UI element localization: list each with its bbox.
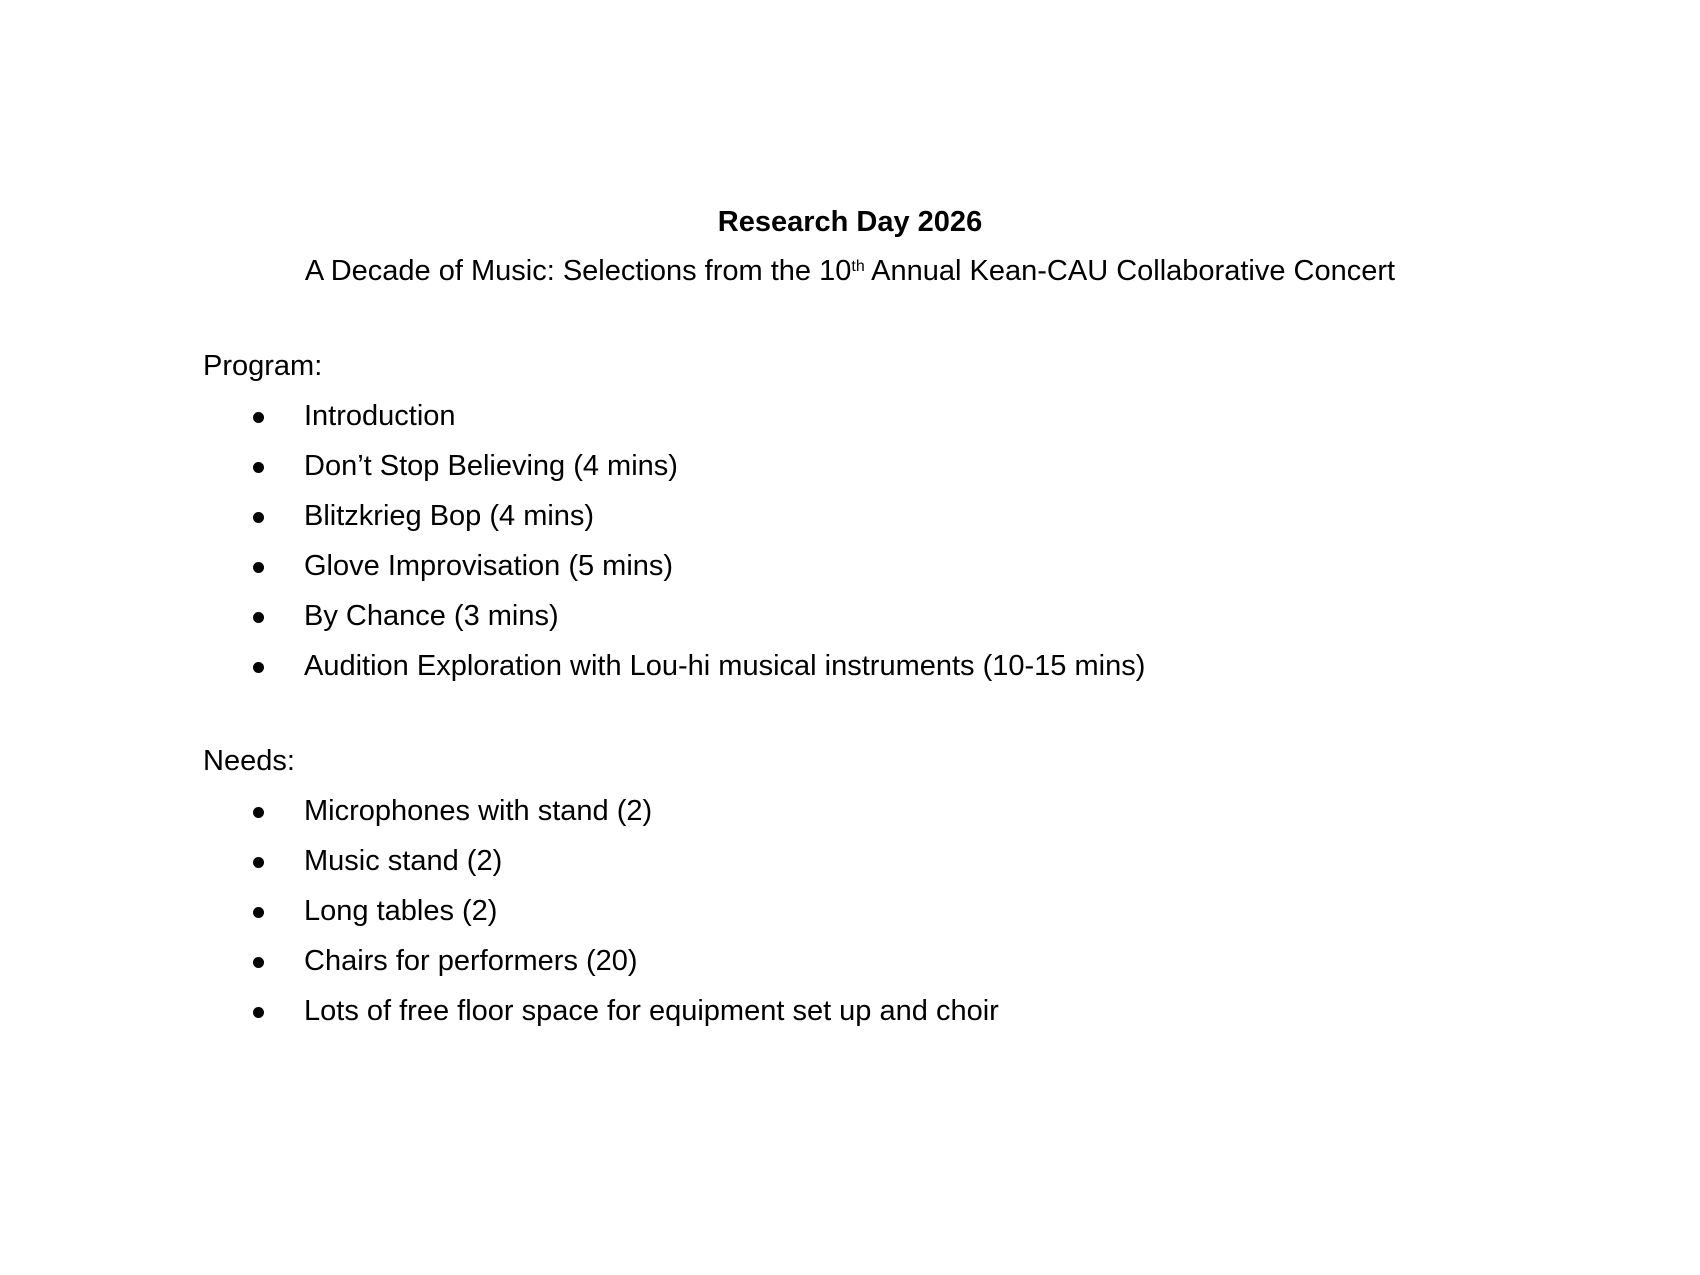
document-title: Research Day 2026 (717, 206, 983, 238)
needs-list (0, 791, 1700, 1041)
program-list (0, 396, 1700, 696)
list-item-text: Introduction (304, 400, 456, 432)
list-item-text: Microphones with stand (2) (304, 795, 653, 827)
list-item (0, 791, 1700, 841)
bullet-icon (253, 562, 264, 573)
list-item (0, 941, 1700, 991)
list-item-text: Don’t Stop Believing (4 mins) (304, 450, 678, 482)
bullet-icon (253, 807, 264, 818)
list-item (0, 841, 1700, 891)
bullet-icon (253, 907, 264, 918)
subtitle-text-start: A Decade of Music: Selections from the 10 (304, 255, 852, 287)
list-item-text: Music stand (2) (304, 845, 503, 877)
list-item (0, 496, 1700, 546)
list-item-text: Blitzkrieg Bop (4 mins) (304, 500, 595, 532)
list-item (0, 446, 1700, 496)
bullet-icon (253, 412, 264, 423)
bullet-icon (253, 612, 264, 623)
list-item-text: Lots of free floor space for equipment set up and choir (304, 995, 999, 1027)
program-heading: Program: (203, 350, 323, 382)
bullet-icon (253, 1007, 264, 1018)
bullet-icon (253, 957, 264, 968)
list-item-text: Glove Improvisation (5 mins) (304, 550, 674, 582)
list-item-text: Chairs for performers (20) (304, 945, 638, 977)
list-item-text: Audition Exploration with Lou-hi musical instruments (10-15 mins) (304, 650, 1146, 682)
subtitle-text-end: Annual Kean-CAU Collaborative Concert (864, 255, 1396, 287)
list-item (0, 546, 1700, 596)
list-item-text: By Chance (3 mins) (304, 600, 559, 632)
bullet-icon (253, 857, 264, 868)
list-item (0, 991, 1700, 1041)
needs-heading: Needs: (203, 745, 295, 777)
bullet-icon (253, 512, 264, 523)
list-item (0, 891, 1700, 941)
bullet-icon (253, 462, 264, 473)
bullet-icon (253, 662, 264, 673)
list-item (0, 596, 1700, 646)
list-item-text: Long tables (2) (304, 895, 498, 927)
document-subtitle (0, 251, 1700, 291)
subtitle-superscript: th (851, 258, 865, 275)
list-item (0, 396, 1700, 446)
list-item (0, 646, 1700, 696)
